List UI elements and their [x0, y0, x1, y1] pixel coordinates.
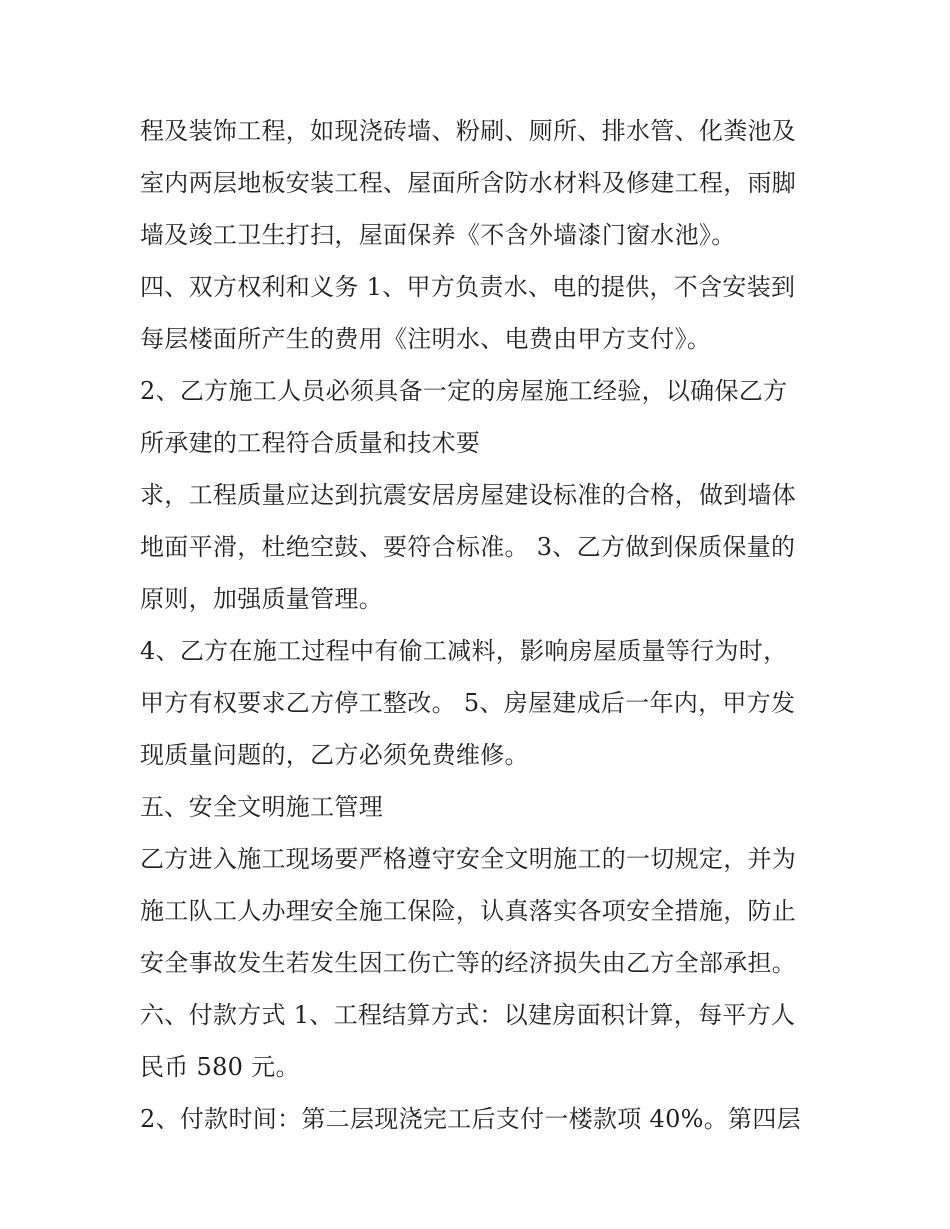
- text-line: 施工队工人办理安全施工保险，认真落实各项安全措施，防止: [140, 897, 797, 925]
- text-line: 所承建的工程符合质量和技术要: [140, 429, 481, 457]
- text-line: 安全事故发生若发生因工伤亡等的经济损失由乙方全部承担。: [140, 949, 797, 977]
- document-body: [140, 108, 820, 1148]
- text-line: 甲方有权要求乙方停工整改。 5、房屋建成后一年内，甲方发: [140, 689, 796, 717]
- section-heading-rights-duties: 四、双方权利和义务 1、甲方负责水、电的提供，不含安装到: [140, 273, 796, 301]
- text-line: 地面平滑，杜绝空鼓、要符合标准。 3、乙方做到保质保量的: [140, 533, 796, 561]
- text-line: 求，工程质量应达到抗震安居房屋建设标准的合格，做到墙体: [140, 481, 797, 509]
- section-heading-payment: 六、付款方式 1、工程结算方式：以建房面积计算，每平方人: [140, 1001, 796, 1029]
- text-line: 4、乙方在施工过程中有偷工减料，影响房屋质量等行为时，: [140, 637, 788, 665]
- text-line: 室内两层地板安装工程、屋面所含防水材料及修建工程，雨脚: [140, 169, 797, 197]
- text-line: 现质量问题的，乙方必须免费维修。: [140, 741, 529, 769]
- text-line: 乙方进入施工现场要严格遵守安全文明施工的一切规定，并为: [140, 845, 797, 873]
- text-line: 每层楼面所产生的费用《注明水、电费由甲方支付》。: [140, 325, 712, 353]
- section-heading-safety: 五、安全文明施工管理: [140, 793, 383, 821]
- text-line: 民币 580 元。: [140, 1053, 300, 1081]
- text-line: 原则，加强质量管理。: [140, 585, 383, 613]
- text-line: 程及装饰工程，如现浇砖墙、粉刷、厕所、排水管、化粪池及: [140, 117, 797, 145]
- text-line: 2、乙方施工人员必须具备一定的房屋施工经验，以确保乙方: [140, 377, 788, 405]
- text-line: 2、付款时间：第二层现浇完工后支付一楼款项 40%。第四层: [140, 1105, 801, 1133]
- text-line: 墙及竣工卫生打扫，屋面保养《不含外墙漆门窗水池》。: [140, 221, 736, 249]
